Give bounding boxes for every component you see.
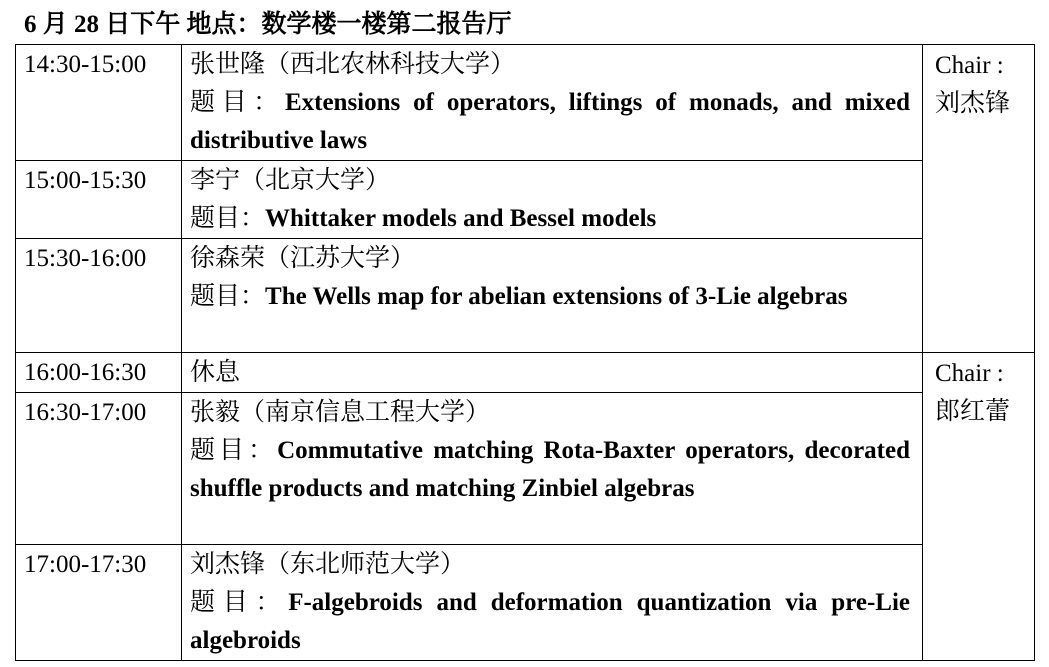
schedule-table [15,44,1035,661]
table-row [16,353,1035,393]
chair-cell [923,45,1035,353]
talk-cell [182,239,923,353]
chair-label: Chair : [935,52,1004,79]
title-label: 题目： [190,437,278,464]
time-slot: 14:30-15:00 [16,45,182,161]
talk-title-line [190,584,910,660]
time-slot: 15:00-15:30 [16,161,182,239]
table-row [16,545,1035,661]
talk-cell [182,161,923,239]
speaker-name: 张毅（南京信息工程大学） [190,399,491,426]
time-slot: 17:00-17:30 [16,545,182,661]
talk-cell [182,45,923,161]
speaker-name: 李宁（北京大学） [190,167,391,194]
title-label: 题目： [190,589,289,616]
table-row [16,393,1035,545]
schedule-heading: 6 月 28 日下午 地点：数学楼一楼第二报告厅 [24,11,512,38]
chair-name: 郎红蕾 [935,398,1011,425]
talk-title: Whittaker models and Bessel models [265,205,657,232]
time-slot: 16:00-16:30 [16,353,182,393]
speaker-name: 刘杰锋（东北师范大学） [190,551,466,578]
speaker-name: 徐森荣（江苏大学） [190,245,416,272]
table-row [16,239,1035,353]
title-label: 题目： [190,89,285,116]
talk-cell [182,545,923,661]
talk-cell [182,353,923,393]
talk-title-line [190,84,910,160]
title-label: 题目： [190,283,266,310]
break-label: 休息 [190,359,241,386]
speaker-name: 张世隆（西北农林科技大学） [190,51,516,78]
talk-title: The Wells map for abelian extensions of 3-Lie algebras [265,283,848,310]
talk-title: F-algebroids and deformation quantization via pre-Lie algebroids [190,589,910,654]
chair-label: Chair : [935,360,1004,387]
table-row [16,45,1035,161]
time-slot: 16:30-17:00 [16,393,182,545]
chair-cell [923,353,1035,661]
title-label: 题目： [190,205,266,232]
talk-title: Extensions of operators, liftings of monads, and mixed distributive laws [190,89,910,154]
talk-title-line [190,278,910,316]
time-slot: 15:30-16:00 [16,239,182,353]
talk-title-line [190,200,910,238]
talk-cell [182,393,923,545]
talk-title-line [190,432,910,508]
chair-name: 刘杰锋 [935,90,1011,117]
table-row [16,161,1035,239]
talk-title: Commutative matching Rota-Baxter operators, decorated shuffle products and matching Zinbiel algebras [190,437,910,502]
